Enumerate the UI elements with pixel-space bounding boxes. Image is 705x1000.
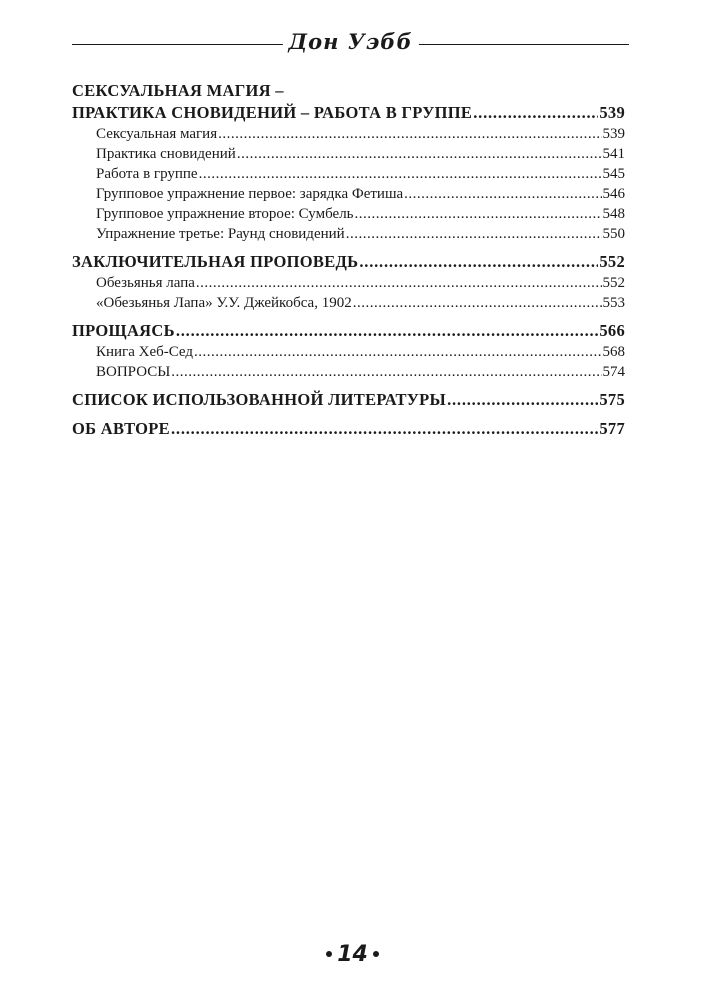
page-folio [0, 942, 705, 968]
toc-entry[interactable] [72, 124, 625, 144]
toc-entry-label: Обезьянья лапа [96, 275, 195, 291]
toc-entry[interactable] [72, 362, 625, 382]
toc-heading-entry[interactable] [72, 389, 625, 411]
page-number: 575 [599, 390, 625, 409]
page-number: 552 [599, 252, 625, 271]
page-number: 568 [602, 344, 625, 360]
page-number: 546 [602, 186, 625, 202]
toc-section-bibliography [72, 389, 625, 411]
folio-number: 14 [337, 942, 368, 967]
dot-leader [353, 293, 602, 313]
toc-entry-label: Упражнение третье: Раунд сновидений [96, 226, 345, 242]
toc-entry-label: Книга Хеб-Сед [96, 344, 194, 360]
dot-leader [473, 102, 598, 124]
dot-leader [199, 164, 602, 184]
toc-entry-label: Сексуальная магия [96, 126, 218, 142]
toc-entry[interactable] [72, 224, 625, 244]
dot-leader [355, 204, 602, 224]
dot-leader [237, 144, 602, 164]
toc-entry[interactable] [72, 164, 625, 184]
toc-entry-label: Групповое упражнение второе: Сумбель [96, 206, 354, 222]
bullet-ornament-right [373, 951, 379, 957]
toc-heading-entry[interactable] [72, 251, 625, 273]
dot-leader [194, 342, 601, 362]
page-number: 553 [602, 295, 625, 311]
toc-heading-entry[interactable] [72, 102, 625, 124]
page-number: 550 [602, 226, 625, 242]
page-number: 566 [599, 321, 625, 340]
toc-section-about-author [72, 418, 625, 440]
bullet-ornament-left [326, 951, 332, 957]
table-of-contents [72, 80, 625, 447]
toc-entry-label: Работа в группе [96, 166, 198, 182]
dot-leader [346, 224, 602, 244]
toc-heading-text: ЗАКЛЮЧИТЕЛЬНАЯ ПРОПОВЕДЬ [72, 252, 359, 271]
dot-leader [171, 418, 598, 440]
toc-heading-text: СПИСОК ИСПОЛЬЗОВАННОЙ ЛИТЕРАТУРЫ [72, 390, 447, 409]
toc-section-farewell [72, 320, 625, 382]
toc-entry[interactable] [72, 342, 625, 362]
dot-leader [447, 389, 598, 411]
dot-leader [171, 362, 601, 382]
page-number: 539 [602, 126, 625, 142]
toc-heading-entry[interactable] [72, 320, 625, 342]
toc-heading-text: ПРАКТИКА СНОВИДЕНИЙ – РАБОТА В ГРУППЕ [72, 103, 473, 122]
page-number: 548 [602, 206, 625, 222]
dot-leader [404, 184, 601, 204]
page-number: 545 [602, 166, 625, 182]
toc-heading-text: СЕКСУАЛЬНАЯ МАГИЯ – [72, 81, 284, 100]
toc-entry[interactable] [72, 144, 625, 164]
toc-heading-entry[interactable] [72, 418, 625, 440]
toc-entry[interactable] [72, 293, 625, 313]
toc-entry-label: ВОПРОСЫ [96, 364, 171, 380]
page-number: 539 [599, 103, 625, 122]
dot-leader [196, 273, 602, 293]
page-number: 541 [602, 146, 625, 162]
page-number: 577 [599, 419, 625, 438]
page-number: 552 [602, 275, 625, 291]
toc-entry[interactable] [72, 273, 625, 293]
dot-leader [176, 320, 599, 342]
toc-entry-label: Практика сновидений [96, 146, 236, 162]
toc-entry[interactable] [72, 184, 625, 204]
toc-entry[interactable] [72, 204, 625, 224]
toc-entry-label: Групповое упражнение первое: зарядка Фетиша [96, 186, 404, 202]
page-number: 574 [602, 364, 625, 380]
dot-leader [218, 124, 601, 144]
toc-heading-line [72, 80, 625, 102]
toc-heading-text: ПРОЩАЯСЬ [72, 321, 175, 340]
toc-section-sex-magic [72, 80, 625, 244]
toc-section-final-sermon [72, 251, 625, 313]
dot-leader [359, 251, 598, 273]
running-head-title: Дон Уэбб [282, 30, 418, 54]
toc-heading-text: ОБ АВТОРЕ [72, 419, 170, 438]
running-header [72, 30, 629, 56]
toc-entry-label: «Обезьянья Лапа» У.У. Джейкобса, 1902 [96, 295, 352, 311]
